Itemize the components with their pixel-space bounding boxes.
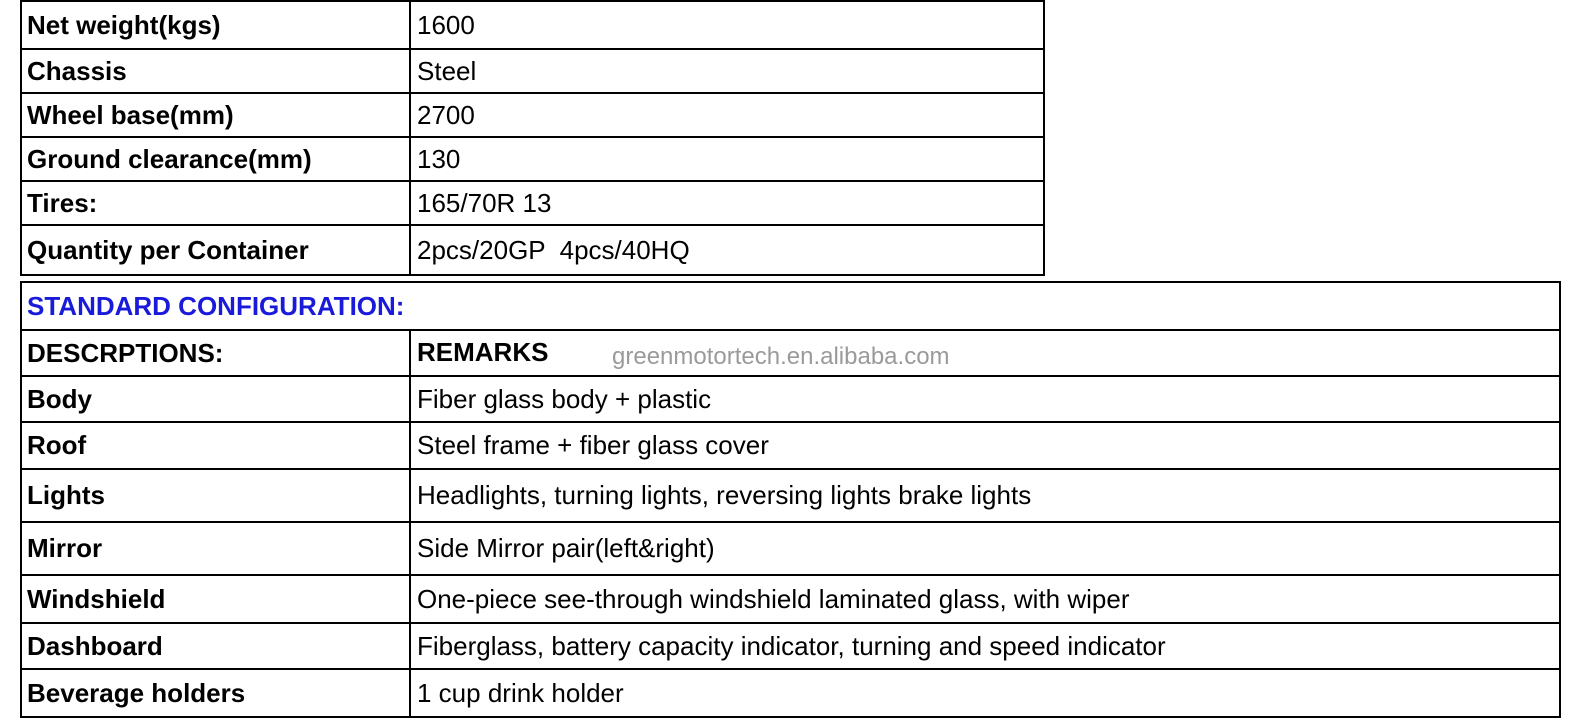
spec-label: Chassis xyxy=(21,49,410,93)
table-row xyxy=(21,1,1044,49)
config-label: Roof xyxy=(21,422,410,469)
table-row xyxy=(21,522,1560,575)
spec-label: Net weight(kgs) xyxy=(21,1,410,49)
config-value: Fiber glass body + plastic xyxy=(410,376,1560,422)
config-label: Windshield xyxy=(21,575,410,623)
config-value: 1 cup drink holder xyxy=(410,669,1560,717)
spec-value: Steel xyxy=(410,49,1044,93)
column-header-remarks: REMARKS xyxy=(410,330,1560,376)
spec-value: 2700 xyxy=(410,93,1044,137)
column-header-description: DESCRPTIONS: xyxy=(21,330,410,376)
spec-label: Ground clearance(mm) xyxy=(21,137,410,181)
table-row xyxy=(21,623,1560,669)
config-label: Lights xyxy=(21,469,410,522)
spec-label: Quantity per Container xyxy=(21,225,410,275)
table-row xyxy=(21,669,1560,717)
spec-value: 130 xyxy=(410,137,1044,181)
spec-label: Tires: xyxy=(21,181,410,225)
config-value: Side Mirror pair(left&right) xyxy=(410,522,1560,575)
config-value: One-piece see-through windshield laminated glass, with wiper xyxy=(410,575,1560,623)
config-label: Mirror xyxy=(21,522,410,575)
table-row xyxy=(21,225,1044,275)
table-row xyxy=(21,181,1044,225)
table-row xyxy=(21,376,1560,422)
table-row xyxy=(21,137,1044,181)
table-row xyxy=(21,422,1560,469)
spec-value: 2pcs/20GP 4pcs/40HQ xyxy=(410,225,1044,275)
spec-value: 165/70R 13 xyxy=(410,181,1044,225)
table-row xyxy=(21,49,1044,93)
config-value: Steel frame + fiber glass cover xyxy=(410,422,1560,469)
watermark: greenmotortech.en.alibaba.com xyxy=(612,343,950,370)
config-label: Body xyxy=(21,376,410,422)
table-row xyxy=(21,575,1560,623)
config-label: Beverage holders xyxy=(21,669,410,717)
config-value: Fiberglass, battery capacity indicator, turning and speed indicator xyxy=(410,623,1560,669)
table-row xyxy=(21,469,1560,522)
config-label: Dashboard xyxy=(21,623,410,669)
table-row xyxy=(21,93,1044,137)
spec-label: Wheel base(mm) xyxy=(21,93,410,137)
config-value: Headlights, turning lights, reversing lights brake lights xyxy=(410,469,1560,522)
spec-value: 1600 xyxy=(410,1,1044,49)
spec-table xyxy=(20,0,1045,276)
section-title: STANDARD CONFIGURATION: xyxy=(21,282,1560,330)
section-row xyxy=(21,282,1560,330)
